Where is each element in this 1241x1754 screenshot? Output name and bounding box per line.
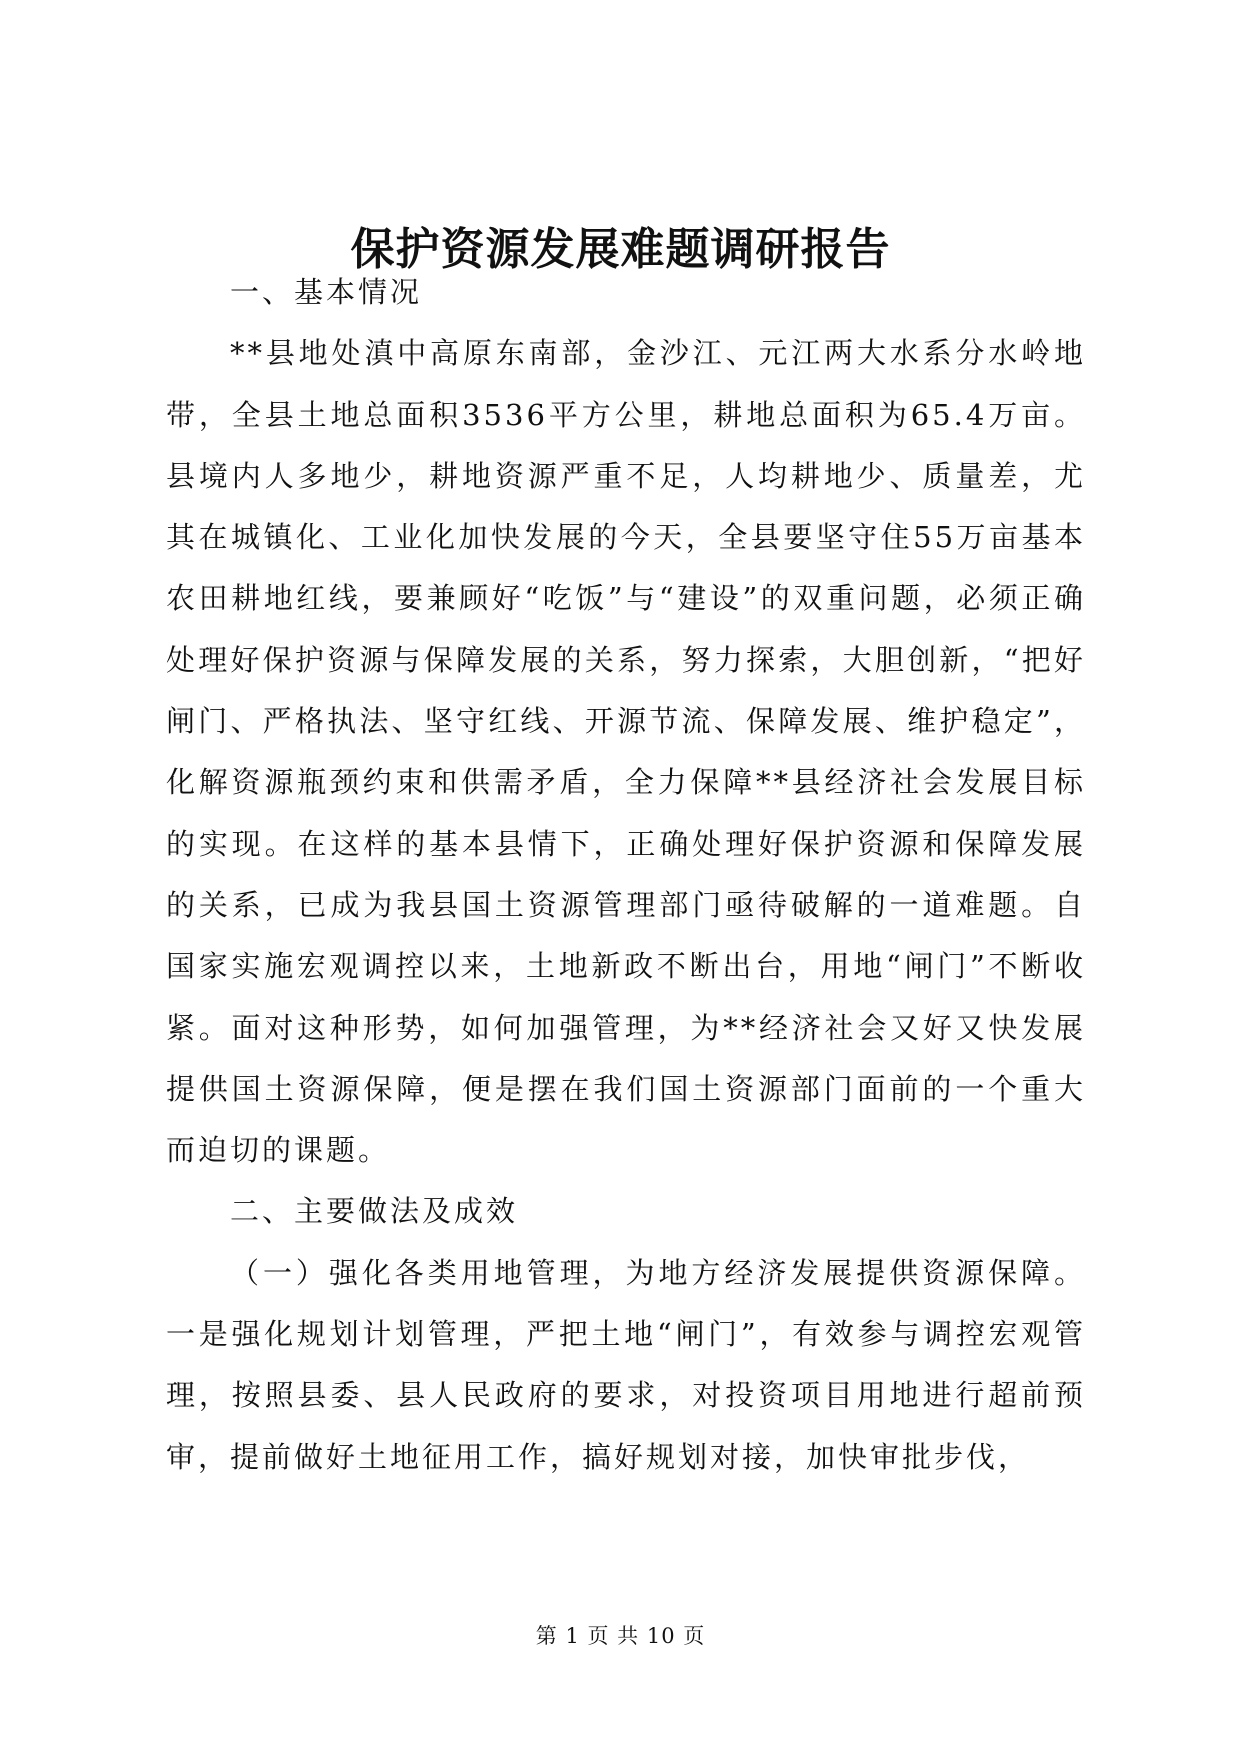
page-number-footer: 第 1 页 共 10 页 <box>535 1624 706 1648</box>
section-paragraph-basic-situation: **县地处滇中高原东南部，金沙江、元江两大水系分水岭地带，全县土地总面积3536平方公里，耕地总面积为65.4万亩。县境内人多地少，耕地资源严重不足，人均耕地少、质量差，尤其在城镇化、工业化加快发展的今天，全县要坚守住55万亩基本农田耕地红线，要兼顾好“吃饭”与“建设”的双重问题，必须正确处理好保护资源与保障发展的关系，努力探索，大胆创新，“把好闸门、严格执法、坚守红线、开源节流、保障发展、维护稳定”，化解资源瓶颈约束和供需矛盾，全力保障**县经济社会发展目标的实现。在这样的基本县情下，正确处理好保护资源和保障发展的关系，已成为我县国土资源管理部门亟待破解的一道难题。自国家实施宏观调控以来，土地新政不断出台，用地“闸门”不断收紧。面对这种形势，如何加强管理，为**经济社会又好又快发展提供国土资源保障，便是摆在我们国土资源部门面前的一个重大而迫切的课题。 <box>166 336 1086 1168</box>
document-body <box>166 262 1086 1488</box>
section-paragraph-main-practices: （一）强化各类用地管理，为地方经济发展提供资源保障。一是强化规划计划管理，严把土地“闸门”，有效参与调控宏观管理，按照县委、县人民政府的要求，对投资项目用地进行超前预审，提前做好土地征用工作，搞好规划对接，加快审批步伐， <box>166 1255 1086 1474</box>
document-title: 保护资源发展难题调研报告 <box>350 224 891 275</box>
section-heading-main-practices: 二、主要做法及成效 <box>230 1194 519 1229</box>
section-heading-basic-situation: 一、基本情况 <box>230 275 423 309</box>
